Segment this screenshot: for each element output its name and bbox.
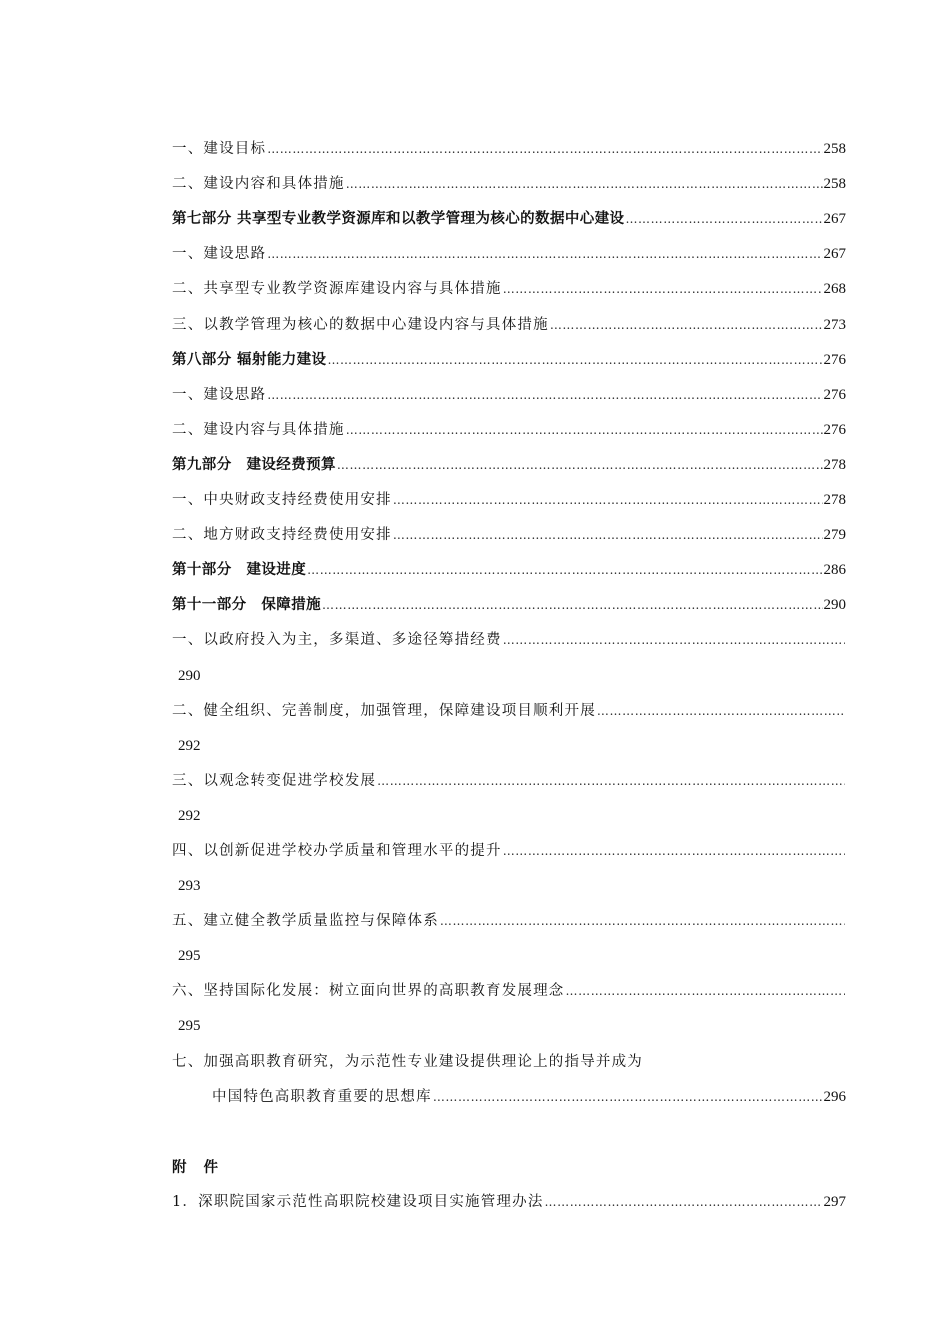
toc-entry-label: 一、建设思路 (172, 246, 267, 263)
toc-page-number: 290 (823, 597, 846, 614)
toc-page-number: 296 (823, 1088, 846, 1105)
toc-entry-multiline[interactable] (172, 1036, 846, 1071)
toc-entry-label: 一、建设目标 (172, 141, 267, 158)
toc-leader-dots (503, 630, 845, 650)
toc-entry-page-line (172, 721, 846, 756)
toc-leader-dots (503, 279, 823, 299)
toc-page-number: 297 (823, 1193, 846, 1210)
toc-page-number: 276 (823, 386, 846, 403)
toc-section-entry[interactable] (172, 545, 846, 580)
toc-entry-label: 二、地方财政支持经费使用安排 (172, 527, 392, 544)
toc-entry[interactable] (172, 159, 846, 194)
toc-entry-label: 二、健全组织、完善制度，加强管理，保障建设项目顺利开展 (172, 702, 596, 719)
toc-leader-dots (625, 209, 822, 229)
toc-entry-wrapped[interactable] (172, 686, 846, 721)
toc-page-number: 286 (823, 562, 846, 579)
toc-entry-wrapped[interactable] (172, 615, 846, 650)
toc-page-number: 278 (823, 492, 846, 509)
toc-page-number: 258 (823, 176, 846, 193)
toc-leader-dots (267, 385, 822, 405)
toc-leader-dots (393, 490, 823, 510)
toc-leader-dots (566, 981, 846, 1001)
toc-entry-label: 二、建设内容与具体措施 (172, 421, 345, 438)
toc-leader-dots (337, 455, 823, 475)
toc-section-entry[interactable] (172, 194, 846, 229)
toc-page-number: 268 (823, 281, 846, 298)
toc-section-entry[interactable] (172, 580, 846, 615)
toc-leader-dots (440, 911, 845, 931)
toc-attachment-entry[interactable] (172, 1177, 846, 1212)
toc-page-number: 258 (823, 141, 846, 158)
toc-entry-page-line (172, 1001, 846, 1036)
toc-page-number: 278 (823, 456, 846, 473)
toc-page-number: 276 (823, 421, 846, 438)
toc-page-number: 290 (178, 667, 201, 684)
toc-page-number: 292 (178, 807, 201, 824)
toc-leader-dots (597, 701, 845, 721)
toc-entry[interactable] (172, 264, 846, 299)
toc-entry-page-line (172, 861, 846, 896)
toc-entry-label: 一、建设思路 (172, 386, 267, 403)
toc-page-number: 279 (823, 527, 846, 544)
toc-entry[interactable] (172, 370, 846, 405)
toc-entry-wrapped[interactable] (172, 826, 846, 861)
toc-entry-wrapped[interactable] (172, 966, 846, 1001)
toc-entry-page-line (172, 650, 846, 685)
toc-entry-wrapped[interactable] (172, 756, 846, 791)
toc-entry-label: 二、建设内容和具体措施 (172, 176, 345, 193)
toc-section-label: 第十部分 建设进度 (172, 562, 307, 579)
toc-entry[interactable] (172, 229, 846, 264)
toc-entry-label: 一、中央财政支持经费使用安排 (172, 492, 392, 509)
toc-leader-dots (377, 771, 845, 791)
toc-leader-dots (267, 244, 822, 264)
toc-leader-dots (393, 525, 823, 545)
toc-entry-label: 三、以教学管理为核心的数据中心建设内容与具体措施 (172, 316, 549, 333)
toc-section-entry[interactable] (172, 440, 846, 475)
toc-section-entry[interactable] (172, 335, 846, 370)
toc-entry-multiline-continuation[interactable] (172, 1072, 846, 1107)
toc-page-number: 295 (178, 948, 201, 965)
toc-leader-dots (322, 595, 823, 615)
toc-leader-dots (433, 1087, 823, 1107)
toc-entry-label: 三、以观念转变促进学校发展 (172, 772, 377, 789)
toc-leader-dots (503, 841, 845, 861)
toc-entry-label: 四、以创新促进学校办学质量和管理水平的提升 (172, 842, 502, 859)
toc-entry-label: 1．深职院国家示范性高职院校建设项目实施管理办法 (172, 1193, 544, 1210)
toc-entry-wrapped[interactable] (172, 896, 846, 931)
toc-leader-dots (346, 174, 823, 194)
toc-leader-dots (550, 315, 823, 335)
toc-page-number: 273 (823, 316, 846, 333)
toc-leader-dots (267, 139, 822, 159)
toc-entry-label: 六、坚持国际化发展：树立面向世界的高职教育发展理念 (172, 983, 565, 1000)
toc-page-number: 295 (178, 1018, 201, 1035)
table-of-contents (172, 124, 846, 1212)
toc-entry-label: 一、以政府投入为主，多渠道、多途径筹措经费 (172, 632, 502, 649)
toc-page-number: 292 (178, 737, 201, 754)
attachments-heading: 附 件 (172, 1159, 225, 1176)
toc-page-number: 293 (178, 878, 201, 895)
toc-page-number: 267 (823, 246, 846, 263)
toc-leader-dots (346, 420, 823, 440)
toc-entry[interactable] (172, 475, 846, 510)
toc-page-number: 276 (823, 351, 846, 368)
toc-entry-page-line (172, 791, 846, 826)
toc-section-label: 第七部分 共享型专业教学资源库和以教学管理为核心的数据中心建设 (172, 211, 625, 228)
toc-entry-label: 二、共享型专业教学资源库建设内容与具体措施 (172, 281, 502, 298)
toc-entry[interactable] (172, 510, 846, 545)
toc-entry[interactable] (172, 299, 846, 334)
section-gap (172, 1107, 846, 1142)
toc-entry-page-line (172, 931, 846, 966)
toc-entry-label: 七、加强高职教育研究，为示范性专业建设提供理论上的指导并成为 (172, 1053, 643, 1070)
toc-section-label: 第十一部分 保障措施 (172, 597, 321, 614)
toc-page-number: 267 (823, 211, 846, 228)
toc-entry-label: 五、建立健全教学质量监控与保障体系 (172, 913, 439, 930)
toc-entry[interactable] (172, 405, 846, 440)
toc-leader-dots (545, 1192, 823, 1212)
toc-entry-label: 中国特色高职教育重要的思想库 (212, 1088, 432, 1105)
toc-section-label: 第九部分 建设经费预算 (172, 456, 336, 473)
toc-leader-dots (327, 350, 822, 370)
toc-leader-dots (307, 560, 822, 580)
toc-section-label: 第八部分 辐射能力建设 (172, 351, 327, 368)
toc-entry[interactable] (172, 124, 846, 159)
